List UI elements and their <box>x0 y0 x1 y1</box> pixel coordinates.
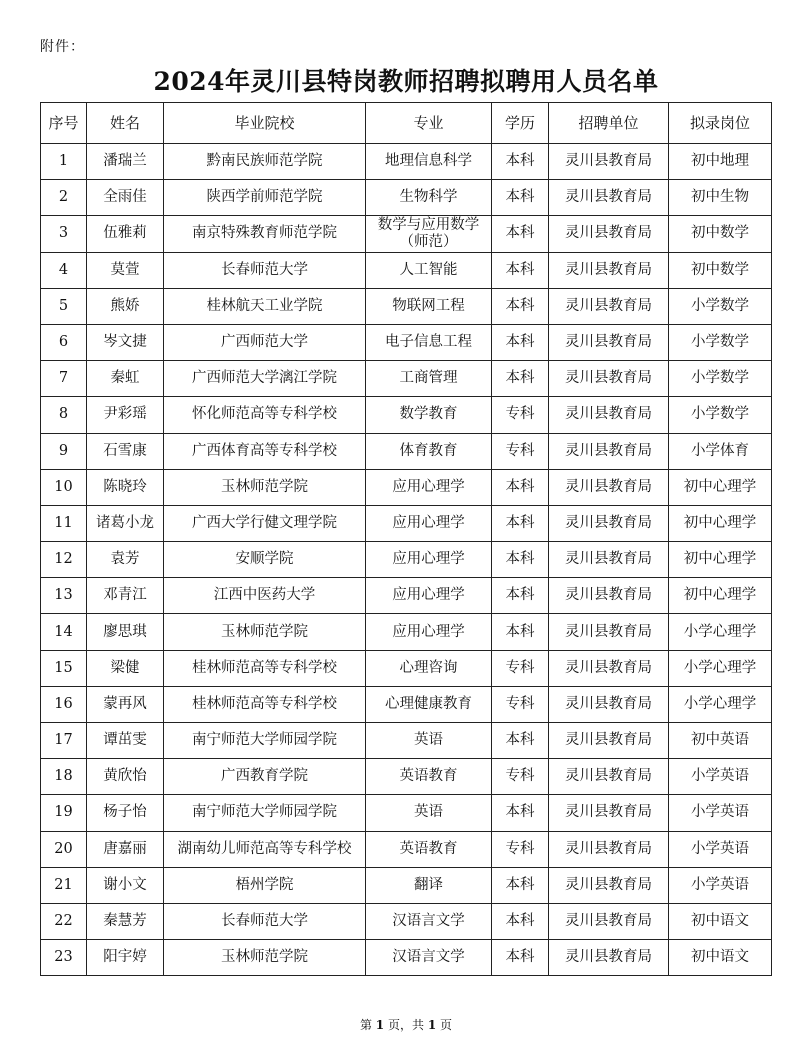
cell-school: 黔南民族师范学院 <box>164 144 366 180</box>
cell-major: 汉语言文学 <box>366 940 492 976</box>
cell-major: 翻译 <box>366 867 492 903</box>
cell-index: 9 <box>41 433 87 469</box>
cell-index: 1 <box>41 144 87 180</box>
cell-index: 3 <box>41 216 87 252</box>
cell-unit: 灵川县教育局 <box>549 324 669 360</box>
table-row <box>41 397 772 433</box>
cell-major: 英语 <box>366 723 492 759</box>
cell-degree: 本科 <box>492 578 549 614</box>
table-row <box>41 723 772 759</box>
cell-school: 陕西学前师范学院 <box>164 180 366 216</box>
cell-major: 物联网工程 <box>366 288 492 324</box>
footer-page-number: 1 <box>375 1018 385 1032</box>
cell-index: 18 <box>41 759 87 795</box>
cell-school: 桂林航天工业学院 <box>164 288 366 324</box>
cell-major: 英语教育 <box>366 831 492 867</box>
cell-school: 安顺学院 <box>164 542 366 578</box>
cell-school: 玉林师范学院 <box>164 940 366 976</box>
header-position: 拟录岗位 <box>669 103 772 144</box>
cell-school: 玉林师范学院 <box>164 614 366 650</box>
cell-unit: 灵川县教育局 <box>549 940 669 976</box>
cell-school: 南宁师范大学师园学院 <box>164 723 366 759</box>
cell-index: 8 <box>41 397 87 433</box>
table-row <box>41 759 772 795</box>
table-row <box>41 578 772 614</box>
table-row <box>41 144 772 180</box>
cell-name: 岑文捷 <box>87 324 164 360</box>
cell-position: 小学心理学 <box>669 650 772 686</box>
cell-index: 15 <box>41 650 87 686</box>
cell-position: 初中心理学 <box>669 578 772 614</box>
cell-unit: 灵川县教育局 <box>549 252 669 288</box>
cell-degree: 专科 <box>492 433 549 469</box>
cell-position: 初中语文 <box>669 940 772 976</box>
roster-table <box>40 102 772 976</box>
cell-position: 小学心理学 <box>669 686 772 722</box>
footer-middle: 页，共 <box>387 1018 424 1032</box>
cell-unit: 灵川县教育局 <box>549 288 669 324</box>
cell-major: 应用心理学 <box>366 614 492 650</box>
cell-name: 尹彩瑶 <box>87 397 164 433</box>
footer-prefix: 第 <box>359 1018 372 1032</box>
cell-degree: 本科 <box>492 324 549 360</box>
cell-name: 伍雅莉 <box>87 216 164 252</box>
table-row <box>41 216 772 252</box>
cell-unit: 灵川县教育局 <box>549 795 669 831</box>
cell-degree: 本科 <box>492 542 549 578</box>
header-unit: 招聘单位 <box>549 103 669 144</box>
table-row <box>41 650 772 686</box>
table-row <box>41 505 772 541</box>
cell-position: 小学数学 <box>669 324 772 360</box>
cell-unit: 灵川县教育局 <box>549 650 669 686</box>
cell-index: 13 <box>41 578 87 614</box>
cell-name: 廖思琪 <box>87 614 164 650</box>
cell-unit: 灵川县教育局 <box>549 903 669 939</box>
cell-major: 人工智能 <box>366 252 492 288</box>
cell-degree: 本科 <box>492 361 549 397</box>
cell-major: 工商管理 <box>366 361 492 397</box>
cell-position: 小学数学 <box>669 288 772 324</box>
table-header-row <box>41 103 772 144</box>
cell-name: 熊娇 <box>87 288 164 324</box>
cell-index: 10 <box>41 469 87 505</box>
cell-school: 江西中医药大学 <box>164 578 366 614</box>
table-row <box>41 686 772 722</box>
table-row <box>41 324 772 360</box>
footer-suffix: 页 <box>440 1018 453 1032</box>
cell-index: 4 <box>41 252 87 288</box>
cell-index: 14 <box>41 614 87 650</box>
cell-index: 19 <box>41 795 87 831</box>
cell-unit: 灵川县教育局 <box>549 867 669 903</box>
cell-major: 应用心理学 <box>366 505 492 541</box>
cell-name: 全雨佳 <box>87 180 164 216</box>
cell-school: 南京特殊教育师范学院 <box>164 216 366 252</box>
cell-name: 谢小文 <box>87 867 164 903</box>
cell-degree: 本科 <box>492 216 549 252</box>
cell-unit: 灵川县教育局 <box>549 578 669 614</box>
cell-position: 小学英语 <box>669 831 772 867</box>
cell-name: 诸葛小龙 <box>87 505 164 541</box>
cell-degree: 本科 <box>492 867 549 903</box>
cell-name: 杨子怡 <box>87 795 164 831</box>
cell-major: 应用心理学 <box>366 578 492 614</box>
cell-school: 长春师范大学 <box>164 252 366 288</box>
cell-position: 小学英语 <box>669 867 772 903</box>
cell-major: 英语 <box>366 795 492 831</box>
cell-index: 17 <box>41 723 87 759</box>
cell-degree: 本科 <box>492 795 549 831</box>
cell-index: 12 <box>41 542 87 578</box>
cell-unit: 灵川县教育局 <box>549 469 669 505</box>
cell-school: 南宁师范大学师园学院 <box>164 795 366 831</box>
cell-index: 22 <box>41 903 87 939</box>
cell-position: 初中数学 <box>669 216 772 252</box>
cell-degree: 专科 <box>492 831 549 867</box>
table-body <box>41 144 772 976</box>
cell-unit: 灵川县教育局 <box>549 542 669 578</box>
cell-name: 黄欣怡 <box>87 759 164 795</box>
cell-unit: 灵川县教育局 <box>549 216 669 252</box>
cell-unit: 灵川县教育局 <box>549 397 669 433</box>
cell-school: 广西教育学院 <box>164 759 366 795</box>
cell-index: 6 <box>41 324 87 360</box>
header-school: 毕业院校 <box>164 103 366 144</box>
cell-major: 应用心理学 <box>366 469 492 505</box>
page-footer <box>0 1016 812 1033</box>
cell-position: 初中地理 <box>669 144 772 180</box>
cell-unit: 灵川县教育局 <box>549 759 669 795</box>
cell-position: 小学心理学 <box>669 614 772 650</box>
cell-unit: 灵川县教育局 <box>549 180 669 216</box>
header-degree: 学历 <box>492 103 549 144</box>
cell-major: 电子信息工程 <box>366 324 492 360</box>
cell-degree: 专科 <box>492 397 549 433</box>
cell-degree: 本科 <box>492 614 549 650</box>
cell-index: 23 <box>41 940 87 976</box>
table-row <box>41 361 772 397</box>
cell-degree: 本科 <box>492 252 549 288</box>
cell-position: 初中语文 <box>669 903 772 939</box>
cell-name: 陈晓玲 <box>87 469 164 505</box>
cell-index: 7 <box>41 361 87 397</box>
cell-degree: 本科 <box>492 723 549 759</box>
cell-major: 心理健康教育 <box>366 686 492 722</box>
table-row <box>41 288 772 324</box>
attachment-label: 附件： <box>40 39 85 55</box>
cell-position: 小学数学 <box>669 361 772 397</box>
cell-name: 梁健 <box>87 650 164 686</box>
cell-degree: 专科 <box>492 686 549 722</box>
cell-position: 小学数学 <box>669 397 772 433</box>
cell-major: 生物科学 <box>366 180 492 216</box>
cell-degree: 本科 <box>492 903 549 939</box>
table-row <box>41 542 772 578</box>
cell-unit: 灵川县教育局 <box>549 831 669 867</box>
cell-major: 数学与应用数学（师范） <box>366 216 492 252</box>
table-row <box>41 831 772 867</box>
cell-position: 小学英语 <box>669 759 772 795</box>
header-index: 序号 <box>41 103 87 144</box>
cell-name: 秦慧芳 <box>87 903 164 939</box>
cell-index: 20 <box>41 831 87 867</box>
cell-unit: 灵川县教育局 <box>549 505 669 541</box>
cell-position: 初中数学 <box>669 252 772 288</box>
cell-school: 怀化师范高等专科学校 <box>164 397 366 433</box>
cell-major: 体育教育 <box>366 433 492 469</box>
cell-position: 初中心理学 <box>669 542 772 578</box>
cell-major: 应用心理学 <box>366 542 492 578</box>
header-name: 姓名 <box>87 103 164 144</box>
cell-school: 桂林师范高等专科学校 <box>164 686 366 722</box>
table-row <box>41 903 772 939</box>
cell-unit: 灵川县教育局 <box>549 433 669 469</box>
cell-name: 秦虹 <box>87 361 164 397</box>
cell-position: 小学体育 <box>669 433 772 469</box>
cell-school: 广西师范大学 <box>164 324 366 360</box>
header-major: 专业 <box>366 103 492 144</box>
cell-name: 邓青江 <box>87 578 164 614</box>
table-row <box>41 867 772 903</box>
cell-index: 11 <box>41 505 87 541</box>
cell-major: 地理信息科学 <box>366 144 492 180</box>
cell-major: 汉语言文学 <box>366 903 492 939</box>
cell-name: 石雪康 <box>87 433 164 469</box>
cell-degree: 本科 <box>492 505 549 541</box>
cell-index: 5 <box>41 288 87 324</box>
cell-position: 初中生物 <box>669 180 772 216</box>
cell-position: 初中心理学 <box>669 469 772 505</box>
cell-degree: 本科 <box>492 288 549 324</box>
cell-school: 广西体育高等专科学校 <box>164 433 366 469</box>
cell-index: 16 <box>41 686 87 722</box>
table-row <box>41 940 772 976</box>
cell-school: 广西大学行健文理学院 <box>164 505 366 541</box>
cell-position: 小学英语 <box>669 795 772 831</box>
cell-name: 莫萱 <box>87 252 164 288</box>
cell-major: 英语教育 <box>366 759 492 795</box>
cell-index: 2 <box>41 180 87 216</box>
table-row <box>41 469 772 505</box>
cell-degree: 专科 <box>492 650 549 686</box>
cell-unit: 灵川县教育局 <box>549 723 669 759</box>
table-row <box>41 795 772 831</box>
cell-major: 数学教育 <box>366 397 492 433</box>
cell-school: 长春师范大学 <box>164 903 366 939</box>
cell-unit: 灵川县教育局 <box>549 686 669 722</box>
cell-name: 唐嘉丽 <box>87 831 164 867</box>
cell-name: 谭茁雯 <box>87 723 164 759</box>
cell-name: 袁芳 <box>87 542 164 578</box>
cell-school: 湖南幼儿师范高等专科学校 <box>164 831 366 867</box>
cell-school: 梧州学院 <box>164 867 366 903</box>
table-row <box>41 180 772 216</box>
cell-position: 初中心理学 <box>669 505 772 541</box>
cell-name: 阳宇婷 <box>87 940 164 976</box>
cell-school: 玉林师范学院 <box>164 469 366 505</box>
cell-degree: 本科 <box>492 144 549 180</box>
cell-school: 广西师范大学漓江学院 <box>164 361 366 397</box>
cell-unit: 灵川县教育局 <box>549 361 669 397</box>
cell-degree: 本科 <box>492 940 549 976</box>
table-row <box>41 614 772 650</box>
cell-name: 蒙再风 <box>87 686 164 722</box>
table-row <box>41 252 772 288</box>
cell-school: 桂林师范高等专科学校 <box>164 650 366 686</box>
cell-major: 心理咨询 <box>366 650 492 686</box>
cell-unit: 灵川县教育局 <box>549 144 669 180</box>
cell-name: 潘瑞兰 <box>87 144 164 180</box>
footer-page-total: 1 <box>427 1018 437 1032</box>
document-title: 2024年灵川县特岗教师招聘拟聘用人员名单 <box>153 67 659 96</box>
table-row <box>41 433 772 469</box>
cell-degree: 本科 <box>492 180 549 216</box>
cell-position: 初中英语 <box>669 723 772 759</box>
cell-degree: 专科 <box>492 759 549 795</box>
cell-degree: 本科 <box>492 469 549 505</box>
cell-unit: 灵川县教育局 <box>549 614 669 650</box>
cell-index: 21 <box>41 867 87 903</box>
